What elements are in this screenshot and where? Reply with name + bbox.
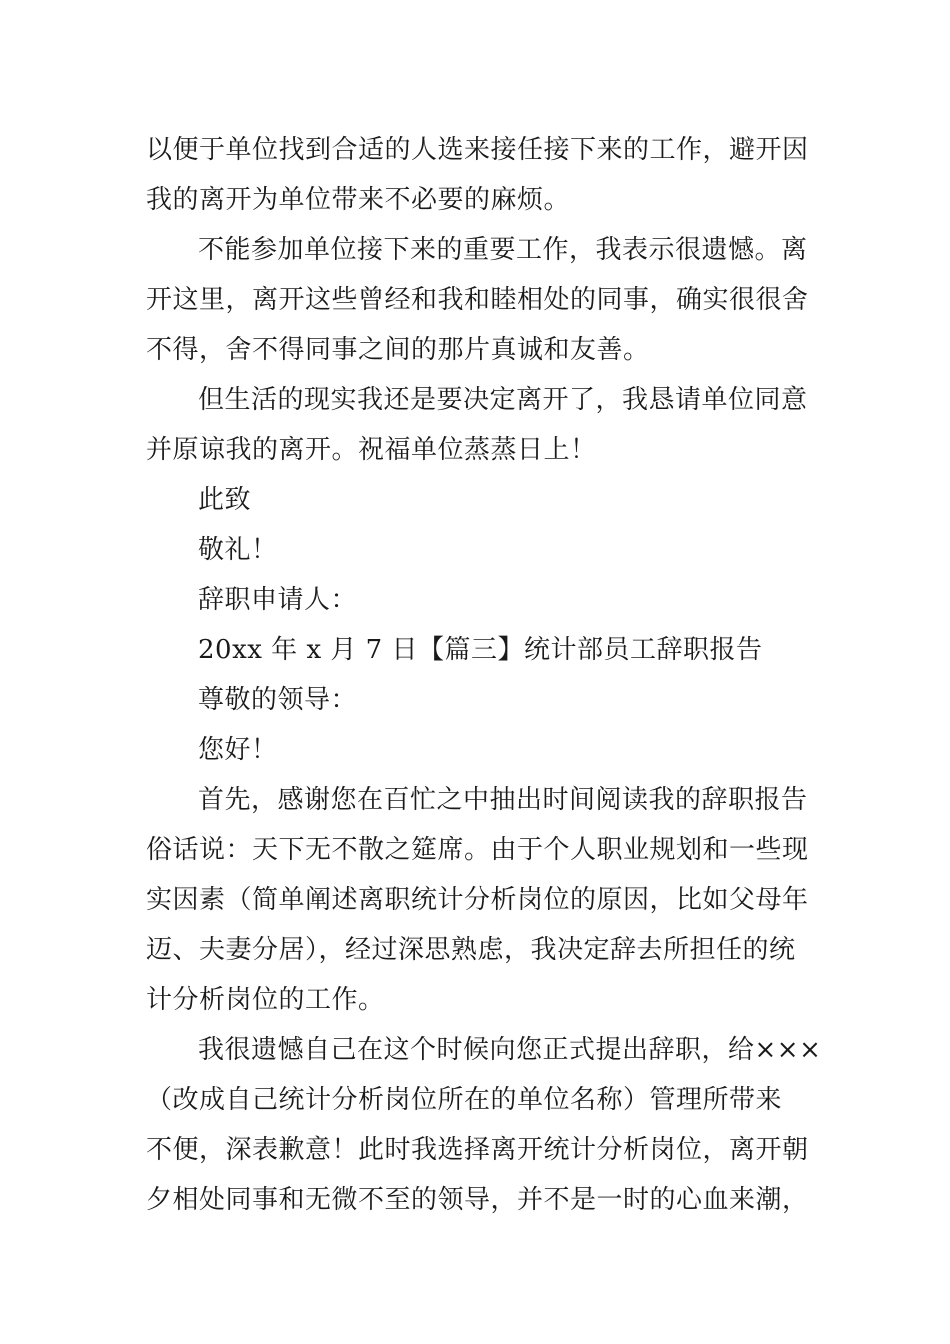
text-line: 不能参加单位接下来的重要工作，我表示很遗憾。离 xyxy=(198,235,808,265)
closing-line: 此致 xyxy=(198,485,252,515)
greeting-line: 尊敬的领导： xyxy=(198,685,358,715)
date-title-line: 20xx 年 x 月 7 日【篇三】统计部员工辞职报告 xyxy=(198,635,763,665)
signature-line: 辞职申请人： xyxy=(198,585,358,615)
text-line: 我的离开为单位带来不必要的麻烦。 xyxy=(146,185,571,215)
text-line: 俗话说：天下无不散之筵席。由于个人职业规划和一些现 xyxy=(146,835,809,865)
text-line: 我很遗憾自己在这个时候向您正式提出辞职，给××× xyxy=(198,1035,822,1065)
text-line: 计分析岗位的工作。 xyxy=(146,985,385,1015)
text-line: （改成自己统计分析岗位所在的单位名称）管理所带来 xyxy=(146,1085,783,1115)
salutation-line: 敬礼！ xyxy=(198,535,278,565)
text-line: 开这里，离开这些曾经和我和睦相处的同事，确实很很舍 xyxy=(146,285,809,315)
text-line: 迈、夫妻分居），经过深思熟虑，我决定辞去所担任的统 xyxy=(146,935,796,965)
text-line: 夕相处同事和无微不至的领导，并不是一时的心血来潮， xyxy=(146,1185,809,1215)
text-line: 不得，舍不得同事之间的那片真诚和友善。 xyxy=(146,335,650,365)
text-line: 但生活的现实我还是要决定离开了，我恳请单位同意 xyxy=(198,385,808,415)
text-line: 实因素（简单阐述离职统计分析岗位的原因，比如父母年 xyxy=(146,885,809,915)
greeting-line: 您好！ xyxy=(198,735,278,765)
text-line: 首先，感谢您在百忙之中抽出时间阅读我的辞职报告 xyxy=(198,785,808,815)
text-line: 不便，深表歉意！此时我选择离开统计分析岗位，离开朝 xyxy=(146,1135,809,1165)
text-line: 并原谅我的离开。祝福单位蒸蒸日上！ xyxy=(146,435,597,465)
text-line: 以便于单位找到合适的人选来接任接下来的工作，避开因 xyxy=(146,135,809,165)
